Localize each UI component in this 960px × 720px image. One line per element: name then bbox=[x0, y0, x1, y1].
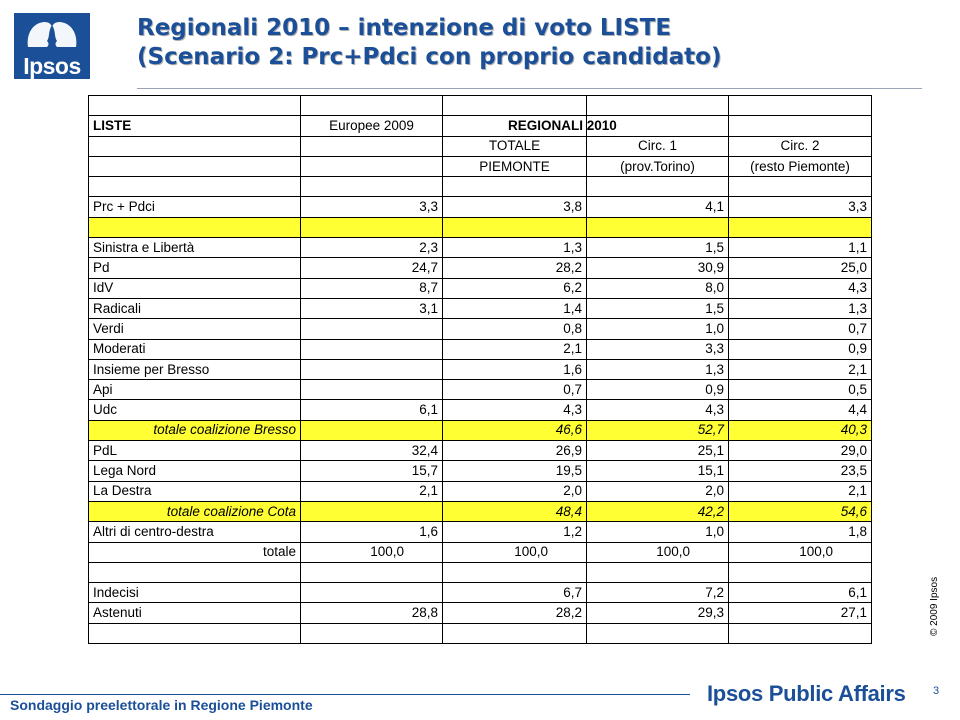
table-row-empty-top bbox=[89, 96, 872, 116]
row-label: Sinistra e Libertà bbox=[89, 238, 301, 258]
cell-totale: 6,7 bbox=[443, 583, 587, 603]
row-label: Indecisi bbox=[89, 583, 301, 603]
cell-circ1: 4,1 bbox=[587, 197, 729, 217]
cell-circ1: 0,9 bbox=[587, 380, 729, 400]
row-label: Pd bbox=[89, 258, 301, 278]
cell-europee bbox=[301, 420, 443, 440]
cell-circ2: 40,3 bbox=[729, 420, 872, 440]
row-label: Verdi bbox=[89, 319, 301, 339]
ipsos-logo bbox=[14, 13, 90, 79]
page-number: 3 bbox=[933, 685, 940, 697]
cell-europee: 32,4 bbox=[301, 441, 443, 461]
cell-circ1: 1,3 bbox=[587, 359, 729, 379]
cell-europee: 1,6 bbox=[301, 522, 443, 542]
cell-europee: 28,8 bbox=[301, 603, 443, 623]
cell-totale: 0,7 bbox=[443, 380, 587, 400]
table-row-prc-pdci bbox=[89, 197, 872, 217]
cell-totale: 1,6 bbox=[443, 359, 587, 379]
header-circ1: Circ. 1 bbox=[587, 136, 729, 156]
table-row-altri-cdx bbox=[89, 522, 872, 542]
row-label: Prc + Pdci bbox=[89, 197, 301, 217]
cell-europee: 100,0 bbox=[301, 542, 443, 562]
footer-brand: Ipsos Public Affairs bbox=[707, 681, 906, 706]
table-row-totale-bresso bbox=[89, 420, 872, 440]
row-label: Lega Nord bbox=[89, 461, 301, 481]
cell-circ2: 1,1 bbox=[729, 238, 872, 258]
cell-europee bbox=[301, 501, 443, 521]
table-row-indecisi bbox=[89, 583, 872, 603]
table-row-insieme-bresso bbox=[89, 359, 872, 379]
table-row-idv bbox=[89, 278, 872, 298]
cell-circ1: 1,5 bbox=[587, 238, 729, 258]
header-totale: TOTALE bbox=[443, 136, 587, 156]
footer-divider bbox=[0, 694, 690, 695]
cell-europee bbox=[301, 583, 443, 603]
header-circ2: Circ. 2 bbox=[729, 136, 872, 156]
title-line-1: Regionali 2010 – intenzione di voto LISTE bbox=[137, 15, 672, 41]
vote-intention-table bbox=[88, 95, 872, 644]
cell-circ2: 23,5 bbox=[729, 461, 872, 481]
table-row-pd bbox=[89, 258, 872, 278]
cell-circ1: 15,1 bbox=[587, 461, 729, 481]
cell-totale: 4,3 bbox=[443, 400, 587, 420]
cell-europee: 3,3 bbox=[301, 197, 443, 217]
cell-circ2: 6,1 bbox=[729, 583, 872, 603]
row-label: Insieme per Bresso bbox=[89, 359, 301, 379]
logo-text: Ipsos bbox=[23, 53, 81, 79]
cell-europee: 2,1 bbox=[301, 481, 443, 501]
cell-europee: 6,1 bbox=[301, 400, 443, 420]
table-header-row bbox=[89, 116, 872, 136]
table-subheader-row-1 bbox=[89, 136, 872, 156]
row-label: Astenuti bbox=[89, 603, 301, 623]
cell-circ2: 2,1 bbox=[729, 481, 872, 501]
table-row-udc bbox=[89, 400, 872, 420]
cell-europee: 24,7 bbox=[301, 258, 443, 278]
table-row-empty-bottom bbox=[89, 623, 872, 643]
cell-totale: 6,2 bbox=[443, 278, 587, 298]
cell-circ1: 30,9 bbox=[587, 258, 729, 278]
table-row-api bbox=[89, 380, 872, 400]
row-label: IdV bbox=[89, 278, 301, 298]
cell-totale: 26,9 bbox=[443, 441, 587, 461]
cell-circ2: 100,0 bbox=[729, 542, 872, 562]
cell-circ1: 7,2 bbox=[587, 583, 729, 603]
header-circ2-sub: (resto Piemonte) bbox=[729, 156, 872, 176]
cell-circ2: 1,8 bbox=[729, 522, 872, 542]
cell-circ2: 0,9 bbox=[729, 339, 872, 359]
row-label: PdL bbox=[89, 441, 301, 461]
row-label: Moderati bbox=[89, 339, 301, 359]
cell-totale: 48,4 bbox=[443, 501, 587, 521]
slide-title bbox=[137, 14, 917, 72]
row-label: totale coalizione Bresso bbox=[89, 420, 301, 440]
table-row-totale-cota bbox=[89, 501, 872, 521]
row-label: totale bbox=[89, 542, 301, 562]
cell-totale: 100,0 bbox=[443, 542, 587, 562]
copyright-notice: © 2009 Ipsos bbox=[929, 576, 940, 636]
header-circ1-sub: (prov.Torino) bbox=[587, 156, 729, 176]
cell-circ2: 0,5 bbox=[729, 380, 872, 400]
cell-circ2: 1,3 bbox=[729, 298, 872, 318]
cell-totale: 1,3 bbox=[443, 238, 587, 258]
header-liste: LISTE bbox=[89, 116, 301, 136]
cell-circ2: 3,3 bbox=[729, 197, 872, 217]
cell-circ1: 100,0 bbox=[587, 542, 729, 562]
cell-totale: 28,2 bbox=[443, 258, 587, 278]
header-regionali: REGIONALI 2010 bbox=[587, 116, 729, 136]
cell-circ2: 25,0 bbox=[729, 258, 872, 278]
cell-circ1: 8,0 bbox=[587, 278, 729, 298]
cell-circ2: 2,1 bbox=[729, 359, 872, 379]
cell-circ2: 27,1 bbox=[729, 603, 872, 623]
cell-circ2: 54,6 bbox=[729, 501, 872, 521]
cell-circ2: 0,7 bbox=[729, 319, 872, 339]
row-label: Radicali bbox=[89, 298, 301, 318]
table-row-astenuti bbox=[89, 603, 872, 623]
row-label: Altri di centro-destra bbox=[89, 522, 301, 542]
cell-europee bbox=[301, 359, 443, 379]
cell-europee bbox=[301, 380, 443, 400]
cell-circ1: 25,1 bbox=[587, 441, 729, 461]
table-row-totale bbox=[89, 542, 872, 562]
table-row-highlight-empty bbox=[89, 217, 872, 237]
cell-circ2: 29,0 bbox=[729, 441, 872, 461]
header-europee: Europee 2009 bbox=[301, 116, 443, 136]
cell-circ2: 4,4 bbox=[729, 400, 872, 420]
cell-circ1: 42,2 bbox=[587, 501, 729, 521]
table-row-verdi bbox=[89, 319, 872, 339]
cell-totale: 2,1 bbox=[443, 339, 587, 359]
cell-circ1: 1,5 bbox=[587, 298, 729, 318]
cell-europee bbox=[301, 319, 443, 339]
row-label: Api bbox=[89, 380, 301, 400]
cell-circ1: 29,3 bbox=[587, 603, 729, 623]
table-row-sinistra bbox=[89, 238, 872, 258]
cell-europee: 2,3 bbox=[301, 238, 443, 258]
cell-circ1: 3,3 bbox=[587, 339, 729, 359]
table-row-radicali bbox=[89, 298, 872, 318]
table-row-moderati bbox=[89, 339, 872, 359]
cell-totale: 0,8 bbox=[443, 319, 587, 339]
table-row-la-destra bbox=[89, 481, 872, 501]
cell-circ1: 4,3 bbox=[587, 400, 729, 420]
table-row-empty bbox=[89, 177, 872, 197]
cell-europee: 3,1 bbox=[301, 298, 443, 318]
cell-circ1: 52,7 bbox=[587, 420, 729, 440]
title-line-2: (Scenario 2: Prc+Pdci con proprio candidato) bbox=[137, 44, 722, 70]
table-row-lega-nord bbox=[89, 461, 872, 481]
row-label: Udc bbox=[89, 400, 301, 420]
footer-survey-title: Sondaggio preelettorale in Regione Piemonte bbox=[10, 697, 313, 713]
cell-totale: 1,2 bbox=[443, 522, 587, 542]
cell-circ2: 4,3 bbox=[729, 278, 872, 298]
row-label: totale coalizione Cota bbox=[89, 501, 301, 521]
cell-totale: 19,5 bbox=[443, 461, 587, 481]
cell-totale: 1,4 bbox=[443, 298, 587, 318]
cell-europee bbox=[301, 339, 443, 359]
cell-circ1: 1,0 bbox=[587, 522, 729, 542]
cell-europee: 15,7 bbox=[301, 461, 443, 481]
table-row-pdl bbox=[89, 441, 872, 461]
table-row-empty bbox=[89, 562, 872, 582]
title-divider bbox=[137, 88, 922, 89]
header-piemonte: PIEMONTE bbox=[443, 156, 587, 176]
cell-totale: 3,8 bbox=[443, 197, 587, 217]
cell-totale: 28,2 bbox=[443, 603, 587, 623]
table-subheader-row-2 bbox=[89, 156, 872, 176]
cell-totale: 46,6 bbox=[443, 420, 587, 440]
cell-totale: 2,0 bbox=[443, 481, 587, 501]
cell-europee: 8,7 bbox=[301, 278, 443, 298]
cell-circ1: 2,0 bbox=[587, 481, 729, 501]
cell-circ1: 1,0 bbox=[587, 319, 729, 339]
row-label: La Destra bbox=[89, 481, 301, 501]
